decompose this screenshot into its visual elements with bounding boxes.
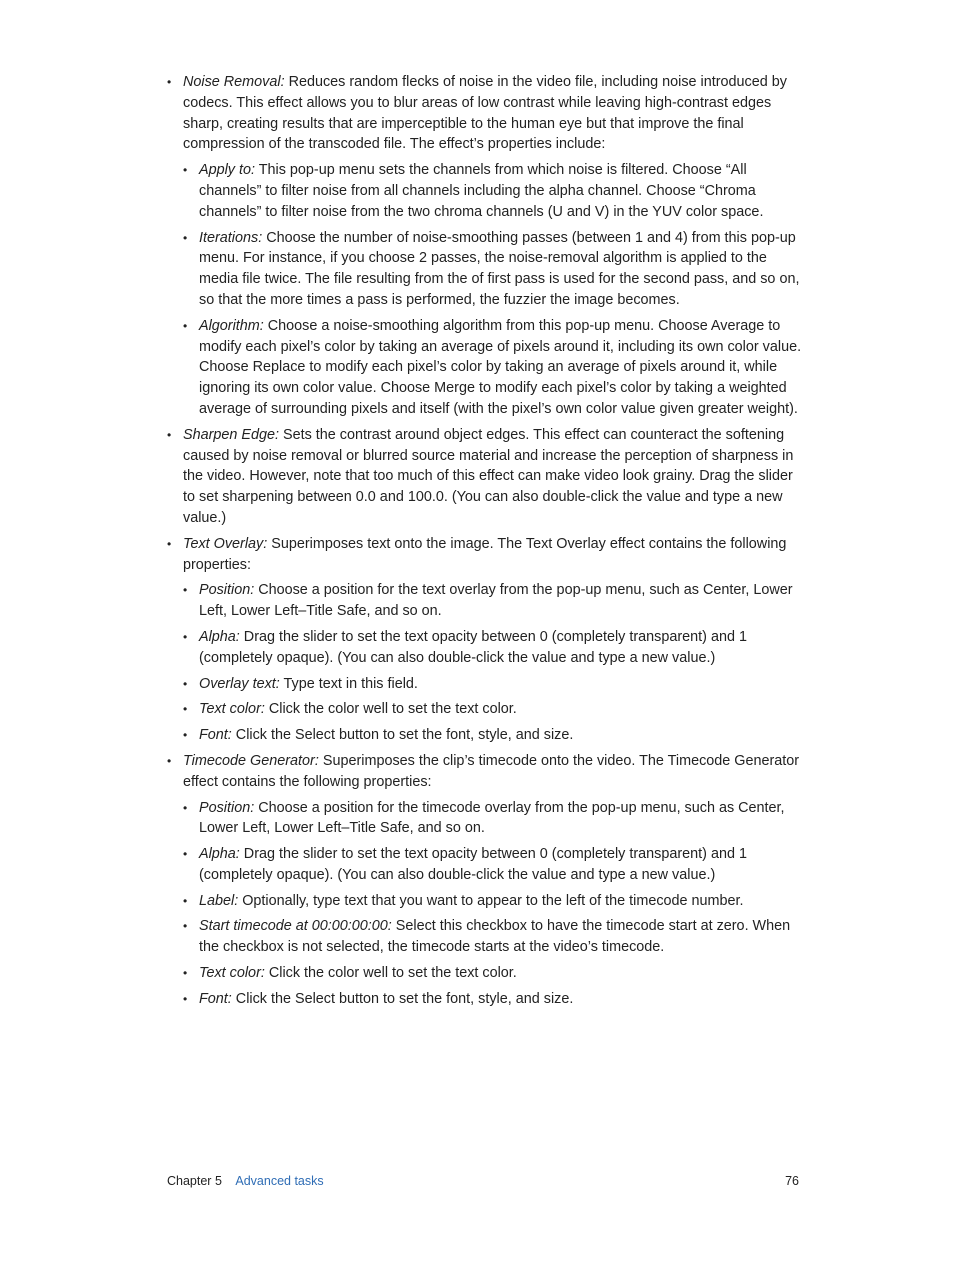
term: Text color: [199,965,265,982]
description: Type text in this field. [279,675,418,692]
list-item-sharpen-edge [167,425,802,529]
chapter-title-link[interactable]: Advanced tasks [235,1174,324,1188]
term: Overlay text: [199,675,280,692]
sub-list [183,798,802,1010]
description: Drag the slider to set the text opacity between 0 (completely transparent) and 1 (completely opaque). (You can also double-click the value and type a new value.) [199,628,747,666]
description: Superimposes the clip’s timecode onto the video. The Timecode Generator effect contains the following properties: [183,752,800,790]
sub-item-label [183,891,802,912]
sub-item-iterations [183,228,802,311]
sub-item-text-color [183,963,802,984]
sub-item-overlay-text [183,674,802,695]
bullet: • [183,629,188,644]
term: Noise Removal: [183,74,285,90]
list-item-noise-removal [167,72,802,420]
sub-item-apply-to [183,160,802,222]
description: Reduces random flecks of noise in the video file, including noise introduced by codecs. This effect allows you to blur areas of low contrast while leaving high-contrast edges sharp, creating results that are imperceptible to the human eye but that improve the final compression of the transcoded file. The effect’s properties include: [183,74,787,153]
term: Position: [199,582,255,599]
term: Algorithm: [199,317,264,334]
description: Choose a position for the text overlay from the pop-up menu, such as Center, Lower Left, Lower Left–Title Safe, and so on. [199,582,793,620]
term: Iterations: [199,229,263,246]
list-item-timecode-generator [167,751,802,1010]
term: Text Overlay: [183,535,268,552]
bullet: • [167,536,172,551]
sub-item-font [183,725,802,746]
bullet: • [183,728,188,743]
description: Choose a noise-smoothing algorithm from this pop-up menu. Choose Average to modify each pixel’s color by taking an average of pixels around it, including its own color value. Choose Replace to modify each pixel’s color by taking an average of pixels around it, while ignoring its own color value. Choose Merge to modify each pixel’s color by taking a weighted average of surrounding pixels and itself (with the pixel’s own color value given greater weight). [199,317,802,417]
bullet: • [167,427,172,442]
term: Font: [199,990,232,1007]
sub-item-start-timecode [183,916,802,958]
sub-item-position [183,798,802,840]
bullet: • [183,583,188,598]
bullet: • [183,991,188,1006]
description: Click the Select button to set the font, style, and size. [231,727,574,744]
bullet: • [183,919,188,934]
description: Drag the slider to set the text opacity between 0 (completely transparent) and 1 (completely opaque). (You can also double-click the value and type a new value.) [199,846,747,883]
term: Alpha: [199,846,240,863]
page-number: 76 [785,1174,799,1188]
description: Select this checkbox to have the timecode start at zero. When the checkbox is not selected, the timecode starts at the video’s timecode. [199,918,791,956]
description: Click the color well to set the text color. [264,701,517,718]
bullet: • [183,230,188,245]
term: Label: [199,892,239,909]
sub-list [183,580,802,746]
term: Alpha: [199,628,240,645]
description: Choose the number of noise-smoothing passes (between 1 and 4) from this pop-up menu. For instance, if you choose 2 passes, the noise-removal algorithm is applied to the media file twice. The file resulting from the of first pass is used for the second pass, and so on, so that the more times a pass is performed, the fuzzier the image becomes. [199,229,800,308]
bullet: • [183,800,188,815]
list-item-text-overlay [167,534,802,746]
term: Timecode Generator: [183,752,319,769]
bullet: • [167,75,172,89]
description: Sets the contrast around object edges. This effect can counteract the softening caused by noise removal or blurred source material and increase the perception of sharpness in the video. However, note that too much of this effect can make video look grainy. Drag the slider to set sharpening between 0.0 and 100.0. (You can also double-click the value and type a new value.) [183,426,794,526]
description: Click the color well to set the text color. [264,965,517,982]
description: Optionally, type text that you want to appear to the left of the timecode number. [238,892,744,909]
bullet: • [183,318,188,333]
sub-item-font [183,989,802,1010]
sub-item-alpha [183,627,802,669]
description: This pop-up menu sets the channels from which noise is filtered. Choose “All channels” to filter noise from all channels including the alpha channel. Choose “Chroma channels” to filter noise from the two chroma channels (U and V) in the YUV color space. [199,162,764,220]
bullet: • [183,966,188,981]
sub-item-text-color [183,699,802,720]
term: Sharpen Edge: [183,426,280,443]
term: Text color: [199,701,265,718]
page-footer [167,1172,799,1190]
bullet: • [183,847,188,862]
sub-list [183,160,802,420]
term: Position: [199,799,255,816]
bullet: • [183,893,188,908]
description: Choose a position for the timecode overlay from the pop-up menu, such as Center, Lower Left, Lower Left–Title Safe, and so on. [199,799,785,837]
term: Apply to: [199,162,255,179]
term: Start timecode at 00:00:00:00: [199,918,392,935]
document-body [167,72,802,1015]
sub-item-position [183,580,802,622]
sub-item-algorithm [183,316,802,420]
bullet: • [183,702,188,717]
description: Superimposes text onto the image. The Text Overlay effect contains the following properties: [183,535,787,573]
bullet: • [183,163,188,178]
sub-item-alpha [183,844,802,886]
chapter-label: Chapter 5 [167,1174,222,1188]
bullet: • [183,676,188,691]
bullet: • [167,753,172,768]
description: Click the Select button to set the font, style, and size. [231,990,574,1007]
term: Font: [199,727,232,744]
